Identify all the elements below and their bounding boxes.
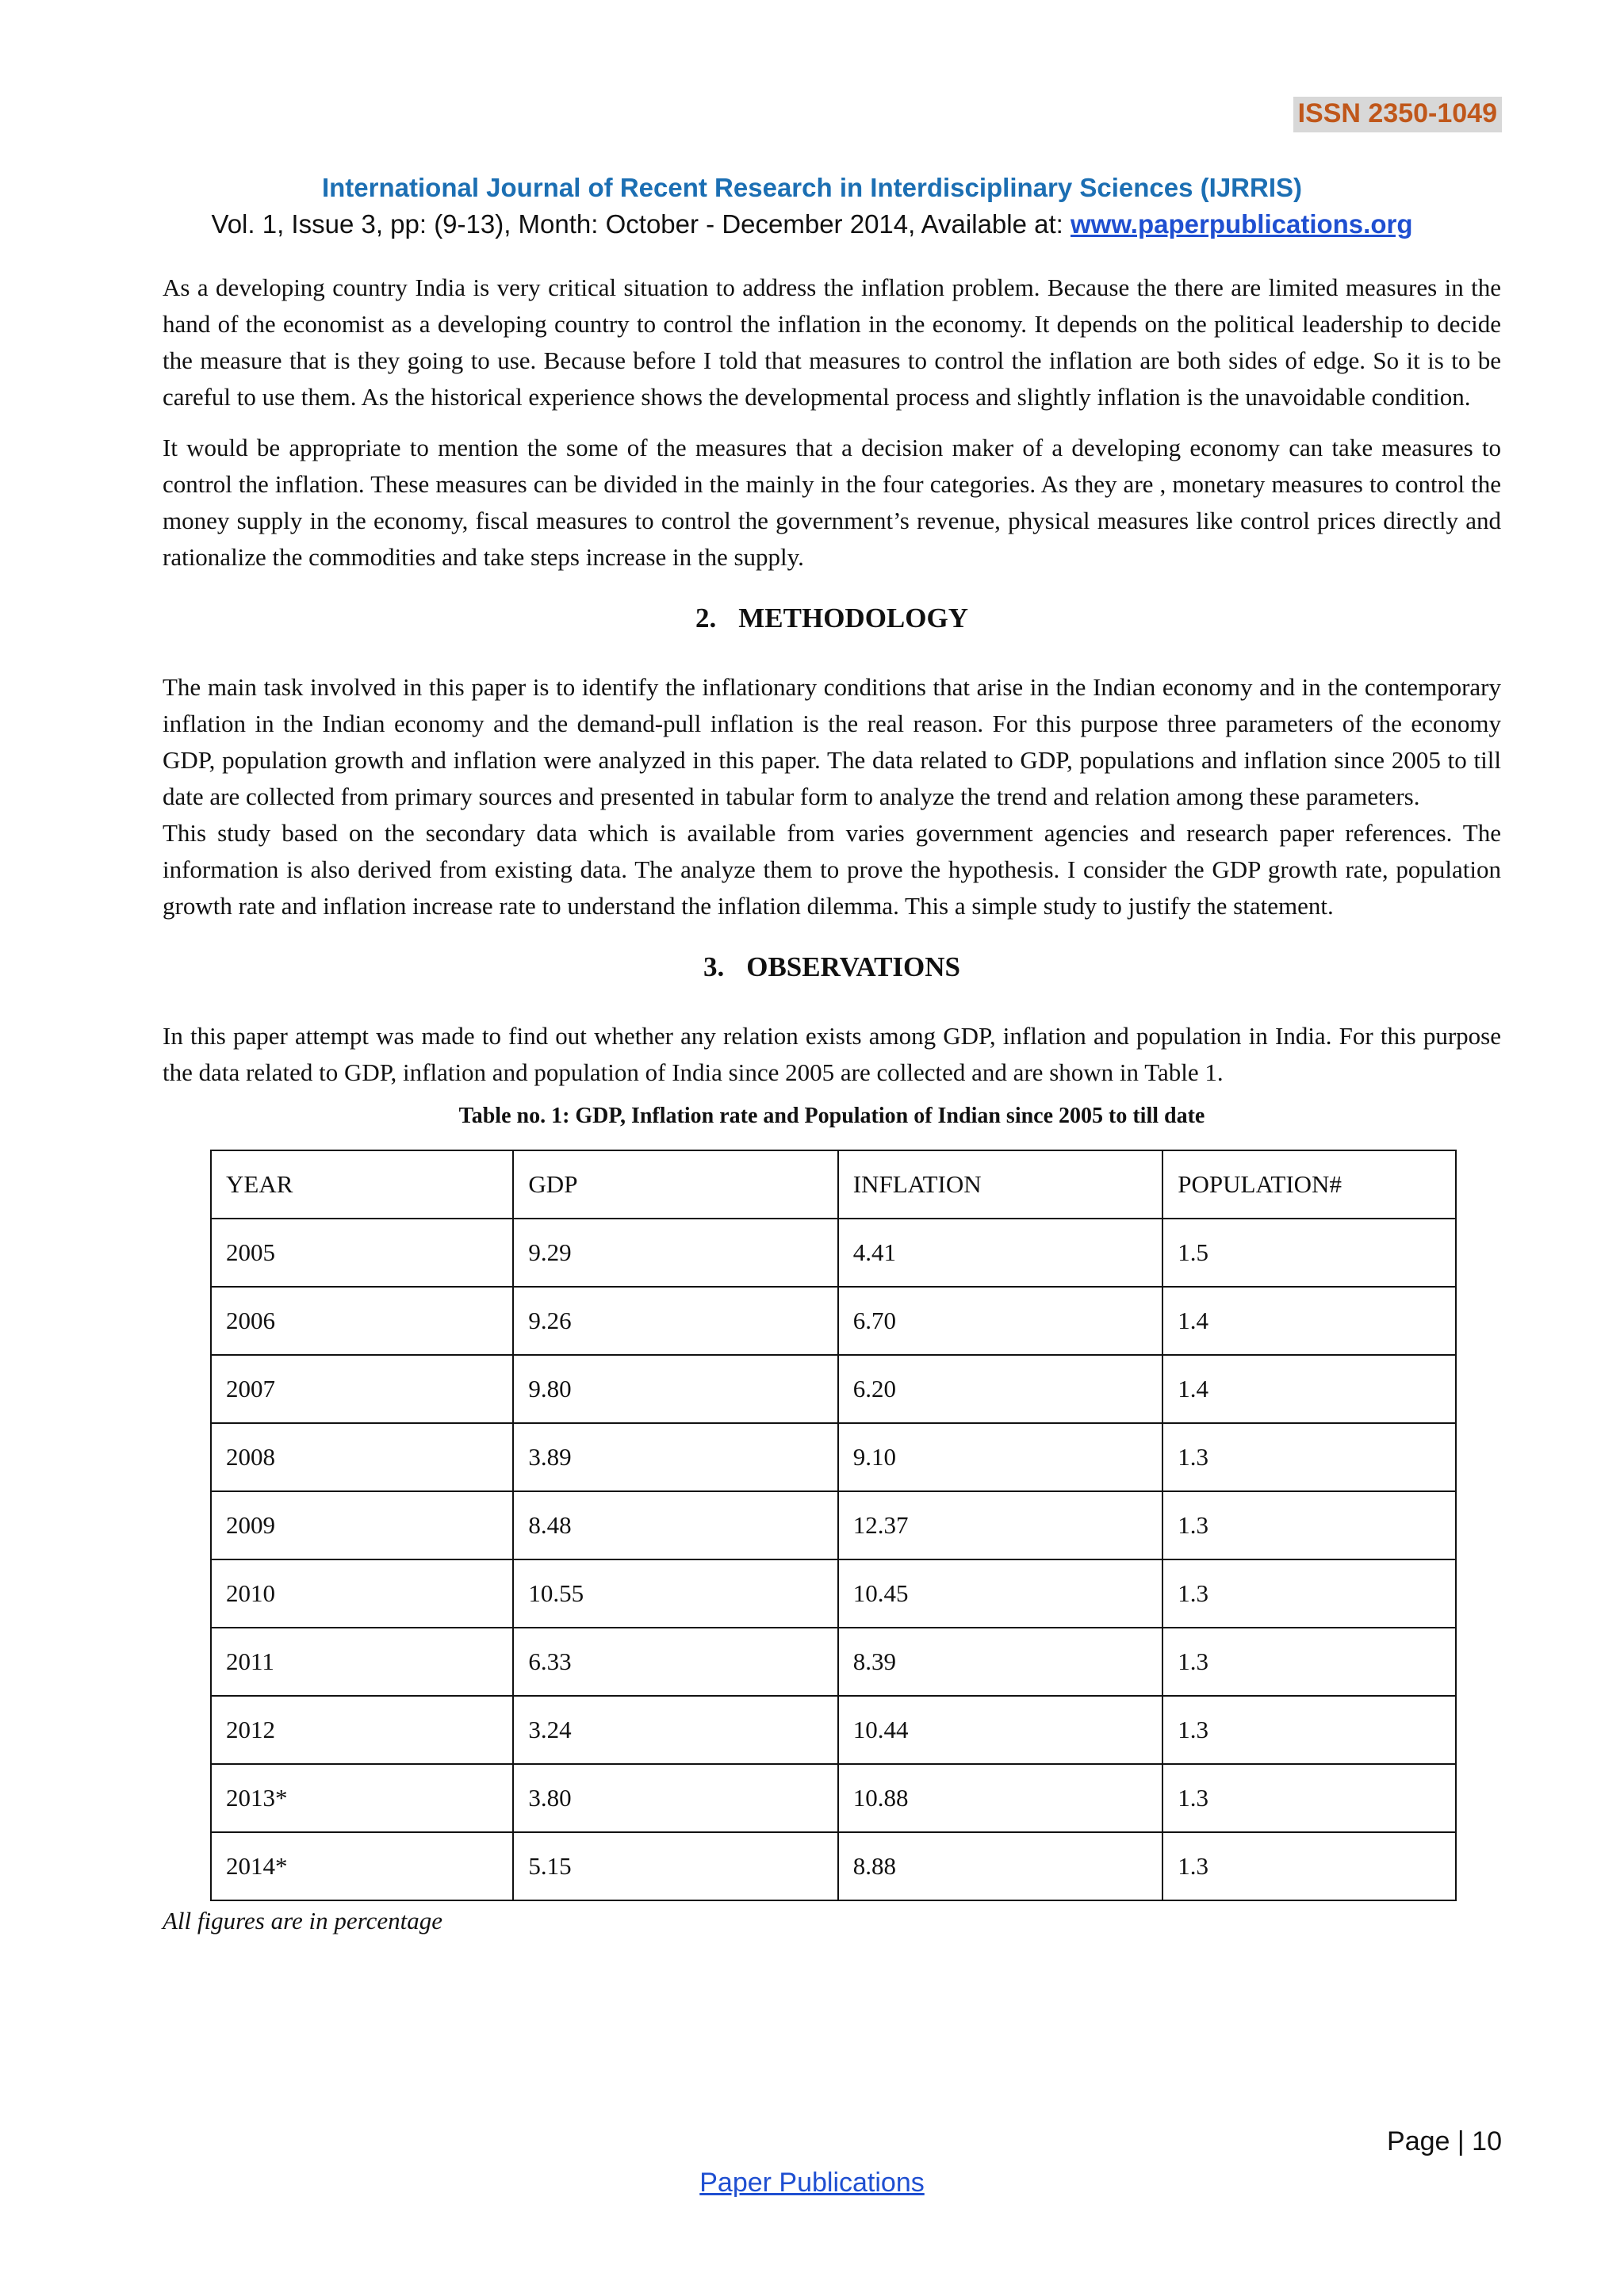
header-gdp: GDP <box>513 1150 837 1219</box>
cell-gdp: 10.55 <box>513 1559 837 1628</box>
observations-heading <box>163 950 1501 985</box>
cell-population: 1.3 <box>1162 1832 1456 1900</box>
cell-year: 2008 <box>211 1423 513 1491</box>
table-row <box>211 1219 1456 1287</box>
cell-inflation: 12.37 <box>838 1491 1163 1559</box>
cell-year: 2013* <box>211 1764 513 1832</box>
methodology-paragraph-1: The main task involved in this paper is to identify the inflationary conditions that arise in the Indian economy and in the contemporary inflation in the Indian economy and the demand-pull inflation is the real reason. For this purpose three parameters of the economy GDP, population growth and inflation were analyzed in this paper. The data related to GDP, populations and inflation since 2005 to till date are collected from primary sources and presented in tabular form to analyze the trend and relation among these parameters. <box>163 673 1501 810</box>
cell-year: 2006 <box>211 1287 513 1355</box>
table-row <box>211 1287 1456 1355</box>
issn-label: ISSN 2350-1049 <box>1293 97 1502 132</box>
table-row <box>211 1355 1456 1423</box>
cell-gdp: 9.80 <box>513 1355 837 1423</box>
cell-population: 1.3 <box>1162 1764 1456 1832</box>
cell-gdp: 3.24 <box>513 1696 837 1764</box>
cell-inflation: 10.44 <box>838 1696 1163 1764</box>
cell-year: 2009 <box>211 1491 513 1559</box>
cell-inflation: 8.39 <box>838 1628 1163 1696</box>
cell-inflation: 10.45 <box>838 1559 1163 1628</box>
cell-population: 1.3 <box>1162 1423 1456 1491</box>
cell-gdp: 6.33 <box>513 1628 837 1696</box>
cell-population: 1.3 <box>1162 1559 1456 1628</box>
data-table <box>210 1150 1457 1901</box>
header-inflation: INFLATION <box>838 1150 1163 1219</box>
observations-number: 3. <box>703 951 725 982</box>
cell-inflation: 4.41 <box>838 1219 1163 1287</box>
observations-title: OBSERVATIONS <box>746 951 961 982</box>
observations-paragraph-1: In this paper attempt was made to find out whether any relation exists among GDP, inflation and population in India. For this purpose the data related to GDP, inflation and population of India since 2005 are collected and are shown in Table 1. <box>163 1022 1501 1086</box>
cell-population: 1.4 <box>1162 1287 1456 1355</box>
cell-population: 1.3 <box>1162 1628 1456 1696</box>
intro-paragraph-1: As a developing country India is very critical situation to address the inflation problem. Because the there are limited measures in the hand of the economist as a developing country to control the inflation in the economy. It depends on the political leadership to decide the measure that is they going to use. Because before I told that measures to control the inflation are both sides of edge. So it is to be careful to use them. As the historical experience shows the developmental process and slightly inflation is the unavoidable condition. <box>163 274 1501 411</box>
cell-inflation: 9.10 <box>838 1423 1163 1491</box>
publisher-link[interactable]: Paper Publications <box>699 2168 925 2198</box>
table-row <box>211 1832 1456 1900</box>
footer <box>0 2168 1624 2198</box>
table-row <box>211 1559 1456 1628</box>
table-row <box>211 1696 1456 1764</box>
methodology-title: METHODOLOGY <box>738 603 968 633</box>
table-note: All figures are in percentage <box>163 1907 442 1934</box>
cell-gdp: 3.89 <box>513 1423 837 1491</box>
methodology-paragraph-2: This study based on the secondary data which is available from varies government agencies and research paper references. The information is also derived from existing data. The analyze them to prove the hypothesis. I consider the GDP growth rate, population growth rate and inflation increase rate to understand the inflation dilemma. This a simple study to justify the statement. <box>163 819 1501 920</box>
cell-inflation: 8.88 <box>838 1832 1163 1900</box>
cell-population: 1.4 <box>1162 1355 1456 1423</box>
cell-year: 2005 <box>211 1219 513 1287</box>
cell-year: 2012 <box>211 1696 513 1764</box>
header-year: YEAR <box>211 1150 513 1219</box>
cell-gdp: 8.48 <box>513 1491 837 1559</box>
journal-title: International Journal of Recent Research in Interdisciplinary Sciences (IJRRIS) <box>321 173 1303 202</box>
cell-year: 2011 <box>211 1628 513 1696</box>
cell-year: 2010 <box>211 1559 513 1628</box>
article-body <box>163 270 1501 1939</box>
table-row <box>211 1491 1456 1559</box>
journal-info <box>0 209 1624 239</box>
table-header-row <box>211 1150 1456 1219</box>
cell-inflation: 10.88 <box>838 1764 1163 1832</box>
page-number: Page | 10 <box>1387 2126 1502 2156</box>
table-row <box>211 1628 1456 1696</box>
cell-inflation: 6.20 <box>838 1355 1163 1423</box>
cell-gdp: 5.15 <box>513 1832 837 1900</box>
table-row <box>211 1423 1456 1491</box>
intro-paragraph-2: It would be appropriate to mention the some of the measures that a decision maker of a developing economy can take measures to control the inflation. These measures can be divided in the mainly in the four categories. As they are , monetary measures to control the money supply in the economy, fiscal measures to control the government’s revenue, physical measures like control prices directly and rationalize the commodities and take steps increase in the supply. <box>163 434 1501 571</box>
journal-website-link[interactable]: www.paperpublications.org <box>1071 209 1413 239</box>
cell-inflation: 6.70 <box>838 1287 1163 1355</box>
cell-population: 1.5 <box>1162 1219 1456 1287</box>
cell-gdp: 9.26 <box>513 1287 837 1355</box>
methodology-heading <box>163 601 1501 636</box>
cell-gdp: 3.80 <box>513 1764 837 1832</box>
header-population: POPULATION# <box>1162 1150 1456 1219</box>
cell-population: 1.3 <box>1162 1696 1456 1764</box>
methodology-number: 2. <box>695 603 717 633</box>
cell-population: 1.3 <box>1162 1491 1456 1559</box>
cell-year: 2014* <box>211 1832 513 1900</box>
cell-gdp: 9.29 <box>513 1219 837 1287</box>
table-row <box>211 1764 1456 1832</box>
cell-year: 2007 <box>211 1355 513 1423</box>
journal-info-text: Vol. 1, Issue 3, pp: (9-13), Month: October - December 2014, Available at: <box>211 209 1071 239</box>
table-caption: Table no. 1: GDP, Inflation rate and Population of Indian since 2005 to till date <box>458 1104 1205 1128</box>
